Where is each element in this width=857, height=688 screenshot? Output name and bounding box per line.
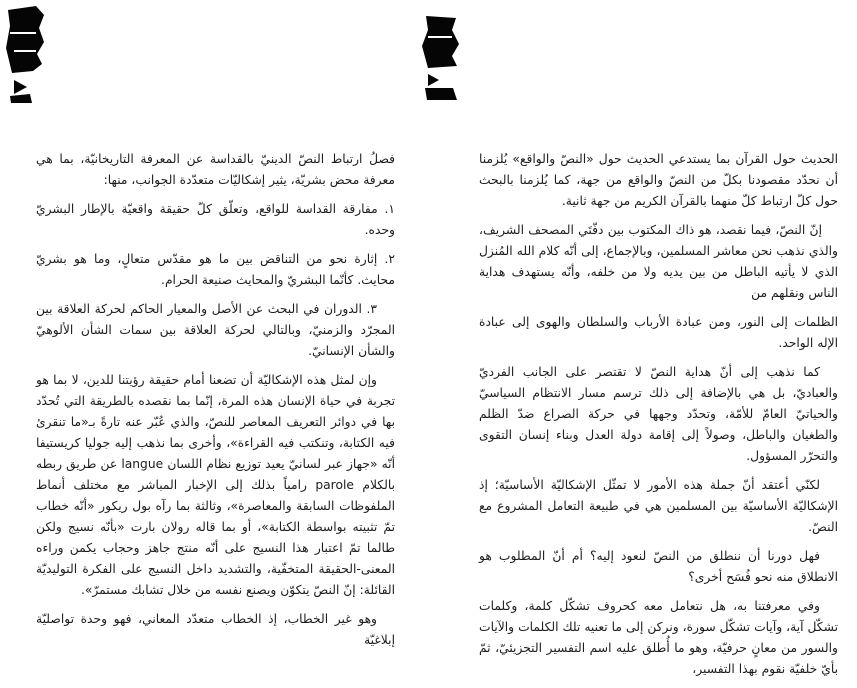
- ink-smudge-left-icon: [6, 6, 50, 104]
- page-left: [36, 149, 395, 659]
- numbered-item: ١. مفارقة القداسة للواقع، وتعلّق كلّ حقيقة واقعيّة بالإطار البشريّ وحده.: [36, 202, 395, 237]
- paragraph: الحديث حول القرآن بما يستدعي الحديث حول «النصّ والواقع» يُلزمنا أن نحدّد مقصودنا بكلّ من النصّ والواقع من جهة، كما يُلزمنا بالبحث حول كلّ ارتباط كلّ منهما بالقرآن الكريم من جهة ثانية.: [479, 152, 838, 208]
- paragraph: لكنّي أعتقد أنّ جملة هذه الأمور لا تمثّل الإشكاليّة الأساسيّة؛ إذ الإشكاليّة الأساسيّة بين المسلمين هي في طبيعة التعامل المشروع مع النصّ.: [479, 478, 838, 534]
- quote-paragraph: إنّ النصّ، فيما نقصد، هو ذاك المكتوب بين دفّتَي المصحف الشريف، والذي نذهب نحن معاشر المسلمين، وبالإجماع، إلى أنّه كلام الله المُنزل الذي لا يأتيه الباطل من بين يديه ولا من خلفه، وأنّه يستهدف هداية الناس ونقلهم من: [479, 223, 838, 300]
- page-right: [479, 149, 838, 688]
- numbered-item: ٣. الدوران في البحث عن الأصل والمعيار الحاكم لحركة العلاقة بين المجرّد والزمنيّ، وبالتالي لحركة العلاقة بين سمات الشأن الألوهيّ والشأن الإنسانيّ.: [36, 302, 395, 358]
- paragraph: فصلُ ارتباط النصّ الدينيّ بالقداسة عن المعرفة التاريخانيّة، بما هي معرفة محض بشريّة، يثير إشكاليّات متعدّدة الجوانب، منها:: [36, 152, 395, 187]
- paragraph: الظلمات إلى النور، ومن عبادة الأرباب والسلطان والهوى إلى عبادة الإله الواحد.: [479, 315, 838, 350]
- paragraph: وفي معرفتنا به، هل نتعامل معه كحروف تشكّل كلمة، وكلمات تشكّل آية، وآيات تشكّل سورة، ونركن إلى ما تعنيه تلك الكلمات والآيات والسور من معانٍ حرفيّة، وهو ما أُطلق عليه اسم التفسير التجزيئيّ، ثمّ بأيّ خلفيّة نقوم بهذا التفسير،: [479, 599, 838, 676]
- ink-smudge-center-icon: [422, 16, 464, 102]
- paragraph: وهو غير الخطاب، إذ الخطاب متعدّد المعاني، فهو وحدة تواصليّة إبلاغيّة: [36, 612, 395, 647]
- paragraph: كما نذهب إلى أنّ هداية النصّ لا تقتصر على الجانب الفرديّ والعباديّ، بل هي بالإضافة إلى ذلك ترسم مسار الانتظام السياسيّ والحياتيّ العامّ للأمّة، وتحدّد وجهها في حركة الصراع ضدّ الظلم والطغيان والباطل، وصولاً إلى إقامة دولة العدل وبناء إنسان التقوى والتحرّر المسؤول.: [479, 365, 838, 463]
- paragraph: وإن لمثل هذه الإشكاليّة أن تضعنا أمام حقيقة رؤيتنا للدين، لا بما هو تجربة في حياة الإنسان هذه المرة، إنّما بما نقصده بالطريقة التي تُحدّد بها في دوائر التعريف المعاصر للنصّ، والذي عُبّر عنه تارةً بـ«ما تنقرئ فيه الكتابة، وتنكتب فيه القراءة»، وأخرى بما نذهب إليه جوليا كريستيفا أنّه «جهاز عبر لسانيّ يعيد توزيع نظام اللسان langue عن طريق ربطه بالكلام parole رامياً بذلك إلى الإخبار المباشر مع مختلف أنماط الملفوظات السابقة والمعاصرة»، وثالثة بما رآه بول ريكور «أنّه خطاب تمّ تثبيته بواسطة الكتابة»، أو بما قاله رولان بارت «بأنّه نسيج ولكن طالما تمّ اعتبار هذا النسيج على أنّه منتج جاهز وحجاب يكمن وراءه المعنى-الحقيقة المتخفّية، والتشديد داخل النسيج على الفكرة التوليديّة القائلة: إنّ النصّ يتكوّن ويصنع نفسه من خلال تشابك مستمرّ».: [36, 373, 396, 597]
- numbered-item: ٢. إثارة نحو من التناقض بين ما هو مقدّس متعالٍ، وما هو بشريّ محايث. كأنّما البشريّ والمحايث صنيعة الحرام.: [36, 252, 395, 287]
- paragraph: فهل دورنا أن ننطلق من النصّ لنعود إليه؟ أم أنّ المطلوب هو الانطلاق منه نحو فُسَح أخرى؟: [479, 549, 838, 584]
